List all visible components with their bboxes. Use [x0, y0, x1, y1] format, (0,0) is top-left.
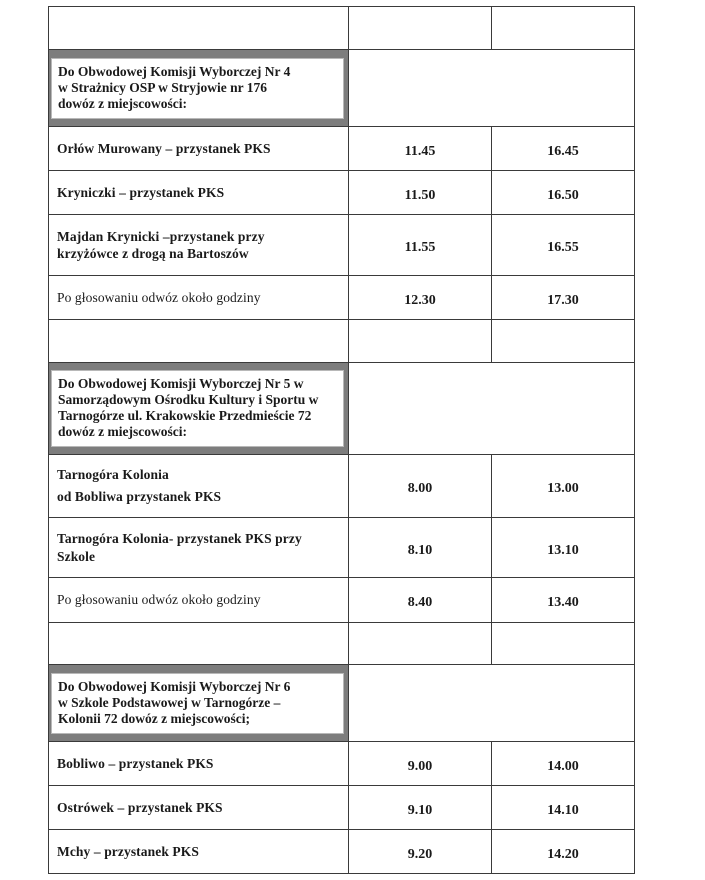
time-first: 8.10	[349, 518, 492, 578]
table-row	[49, 215, 635, 276]
time-first: 9.20	[349, 830, 492, 874]
table-row	[49, 830, 635, 874]
return-label: Po głosowaniu odwóz około godziny	[49, 276, 349, 320]
return-time-first: 12.30	[349, 276, 492, 320]
return-time-second: 13.40	[492, 578, 635, 623]
table-row	[49, 171, 635, 215]
table-row	[49, 518, 635, 578]
return-row	[49, 276, 635, 320]
stop-name: Tarnogóra Kolonia od Bobliwa przystanek PKS	[49, 455, 349, 518]
return-row	[49, 578, 635, 623]
time-first: 11.55	[349, 215, 492, 276]
time-second: 13.00	[492, 455, 635, 518]
transport-schedule-table	[48, 6, 635, 874]
spacer-row	[49, 623, 635, 665]
section-header-cell	[49, 50, 349, 127]
time-first: 9.00	[349, 742, 492, 786]
spacer-row	[49, 320, 635, 363]
table-row	[49, 742, 635, 786]
table-row	[49, 127, 635, 171]
table-row	[49, 455, 635, 518]
stop-name: Majdan Krynicki –przystanek przy krzyżówce z drogą na Bartoszów	[49, 215, 349, 276]
section-header-row	[49, 50, 635, 127]
stop-name: Orłów Murowany – przystanek PKS	[49, 127, 349, 171]
table-row	[49, 786, 635, 830]
stop-name: Tarnogóra Kolonia- przystanek PKS przy Szkole	[49, 518, 349, 578]
section-header-row	[49, 665, 635, 742]
time-first: 8.00	[349, 455, 492, 518]
section-header: Do Obwodowej Komisji Wyborczej Nr 5 w Samorządowym Ośrodku Kultury i Sportu w Tarnogórze ul. Krakowskie Przedmieście 72 dowóz z miejscowości:	[51, 370, 344, 447]
time-second: 13.10	[492, 518, 635, 578]
section-header: Do Obwodowej Komisji Wyborczej Nr 6 w Szkole Podstawowej w Tarnogórze – Kolonii 72 dowóz z miejscowości;	[51, 673, 344, 734]
section-header-cell	[49, 363, 349, 455]
stop-name: Ostrówek – przystanek PKS	[49, 786, 349, 830]
time-first: 9.10	[349, 786, 492, 830]
time-second: 14.20	[492, 830, 635, 874]
time-first: 11.50	[349, 171, 492, 215]
time-second: 16.55	[492, 215, 635, 276]
stop-name: Bobliwo – przystanek PKS	[49, 742, 349, 786]
time-first: 11.45	[349, 127, 492, 171]
return-time-second: 17.30	[492, 276, 635, 320]
time-second: 14.00	[492, 742, 635, 786]
spacer-row	[49, 7, 635, 50]
section-header-row	[49, 363, 635, 455]
section-header: Do Obwodowej Komisji Wyborczej Nr 4 w Strażnicy OSP w Stryjowie nr 176 dowóz z miejscowości:	[51, 58, 344, 119]
time-second: 16.45	[492, 127, 635, 171]
section-header-cell	[49, 665, 349, 742]
return-label: Po głosowaniu odwóz około godziny	[49, 578, 349, 623]
stop-name: Mchy – przystanek PKS	[49, 830, 349, 874]
time-second: 14.10	[492, 786, 635, 830]
stop-name: Kryniczki – przystanek PKS	[49, 171, 349, 215]
return-time-first: 8.40	[349, 578, 492, 623]
time-second: 16.50	[492, 171, 635, 215]
